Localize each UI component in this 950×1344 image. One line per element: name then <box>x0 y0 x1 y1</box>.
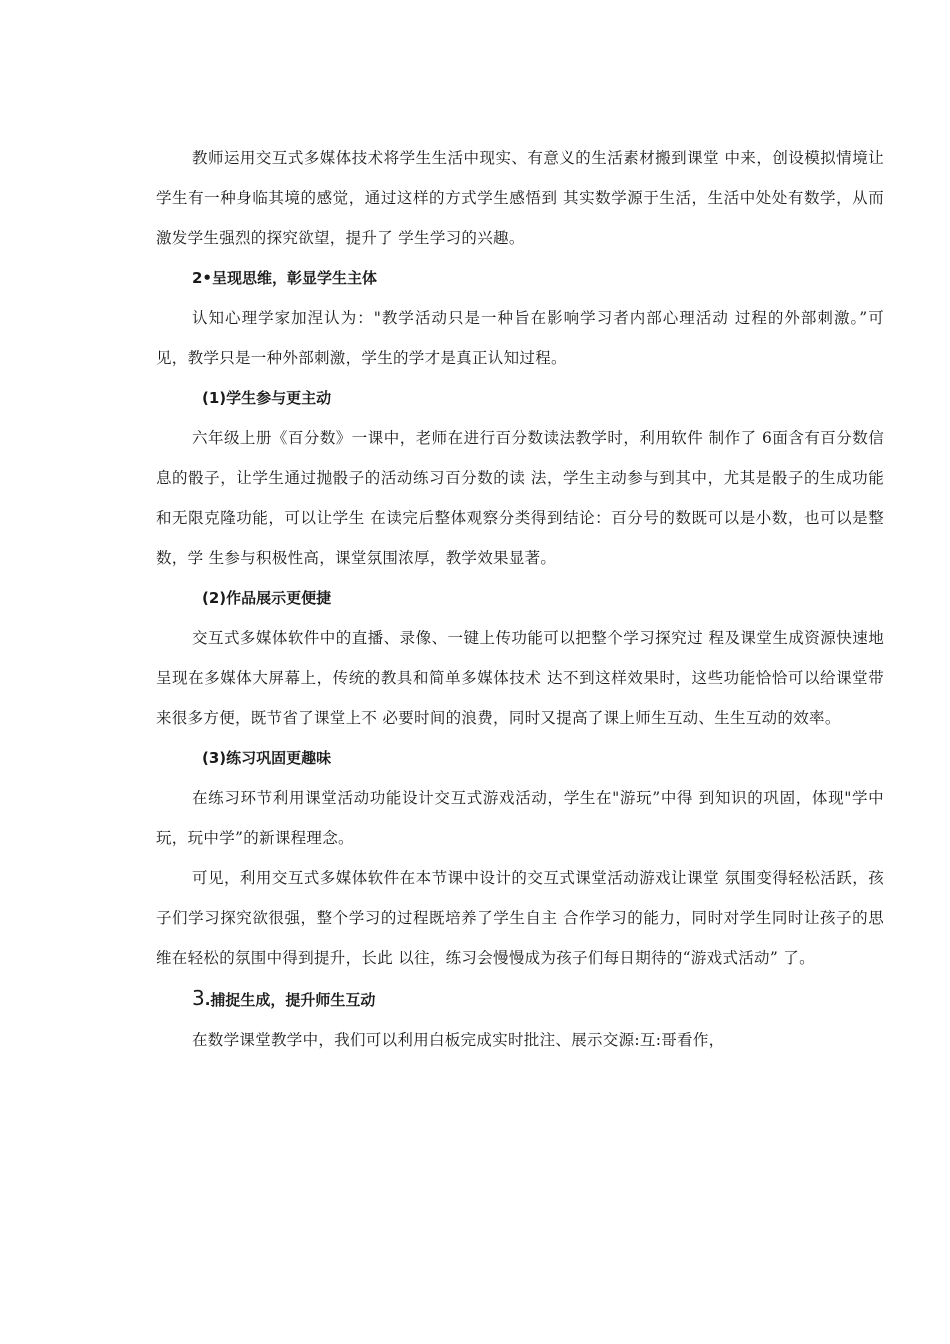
paragraph-game-activity: 在练习环节利用课堂活动功能设计交互式游戏活动，学生在"游玩”中得 到知识的巩固，体现"学中玩，玩中学”的新课程理念。 <box>156 789 884 847</box>
section-heading-3-text: .捕捉生成，提升师生互动 <box>204 991 376 1009</box>
paragraph-whiteboard: 在数学课堂教学中，我们可以利用白板完成实时批注、展示交源:互:哥看作， <box>192 1031 725 1049</box>
subheading-student-participation: (1)学生参与更主动 <box>202 389 332 407</box>
subheading-practice-fun: (3)练习巩固更趣味 <box>202 749 332 767</box>
paragraph-live-display: 交互式多媒体软件中的直播、录像、一键上传功能可以把整个学习探究过 程及课堂生成资源快速地呈现在多媒体大屏幕上，传统的教具和简单多媒体技术 达不到这样效果时，这些功能恰恰可以给课堂带来很多方便，既节省了课堂上不 必要时间的浪费，同时又提高了课上师生互动、生生互动的效率。 <box>156 629 884 727</box>
paragraph-conclusion: 可见，利用交互式多媒体软件在本节课中设计的交互式课堂活动游戏让课堂 氛围变得轻松活跃，孩子们学习探究欲很强，整个学习的过程既培养了学生自主 合作学习的能力，同时对学生同时让孩子的思维在轻松的氛围中得到提升，长此 以往，练习会慢慢成为孩子们每日期待的“游戏式活动” 了。 <box>156 869 884 967</box>
section-heading-3 <box>156 978 884 1020</box>
section-heading-2: 2•呈现思维，彰显学生主体 <box>192 269 378 287</box>
paragraph-percentage-dice: 六年级上册《百分数》一课中，老师在进行百分数读法教学时，利用软件 制作了 6面含有百分数信息的骰子，让学生通过抛骰子的活动练习百分数的读 法，学生主动参与到其中，尤其是骰子的生成功能和无限克隆功能，可以让学生 在读完后整体观察分类得到结论：百分号的数既可以是小数，也可以是整数，学 生参与积极性高，课堂氛围浓厚，教学效果显著。 <box>156 429 884 567</box>
section-number: 3 <box>192 986 205 1010</box>
subheading-work-display: (2)作品展示更便捷 <box>202 589 332 607</box>
paragraph-cognitive-psychology: 认知心理学家加涅认为："教学活动只是一种旨在影响学习者内部心理活动 过程的外部刺激。”可见，教学只是一种外部刺激，学生的学才是真正认知过程。 <box>156 309 884 367</box>
document-body <box>156 138 884 1060</box>
paragraph-intro: 教师运用交互式多媒体技术将学生生活中现实、有意义的生活素材搬到课堂 中来，创设模拟情境让学生有一种身临其境的感觉，通过这样的方式学生感悟到 其实数学源于生活，生活中处处有数学，从而激发学生强烈的探究欲望，提升了 学生学习的兴趣。 <box>156 149 884 247</box>
